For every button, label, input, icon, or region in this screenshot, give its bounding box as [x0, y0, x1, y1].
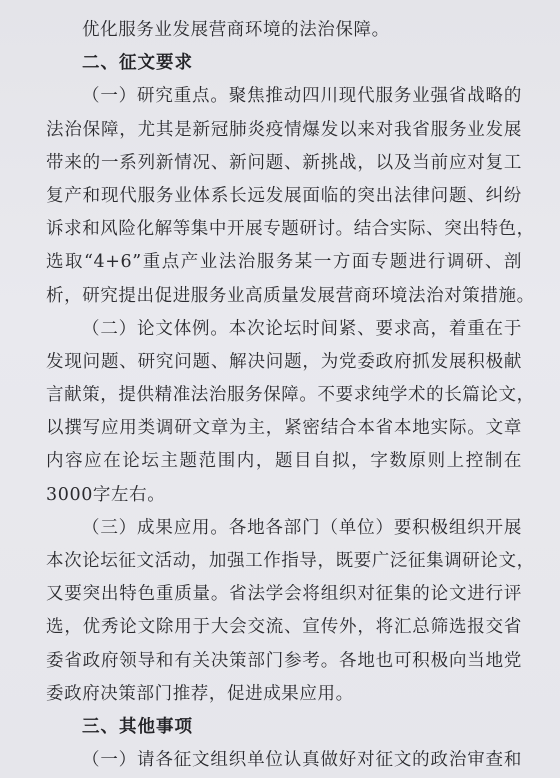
- text-line: 委省政府领导和有关决策部门参考。各地也可积极向当地党: [46, 650, 522, 671]
- text-line: 以撰写应用类调研文章为主，紧密结合本省本地实际。文章: [46, 418, 522, 439]
- text-line: 本次论坛征文活动，加强工作指导，既要广泛征集调研论文，: [46, 551, 535, 571]
- text-line: （一）请各征文组织单位认真做好对征文的政治审查和: [82, 750, 522, 771]
- text-line: 优化服务业发展营商环境的法治保障。: [82, 20, 390, 40]
- text-line: 复产和现代服务业体系长远发展面临的突出法律问题、纠纷: [46, 185, 522, 206]
- text-line: 又要突出特色重质量。省法学会将组织对征集的论文进行评: [46, 584, 522, 605]
- text-line: 内容应在论坛主题范围内，题目自拟，字数原则上控制在: [46, 451, 522, 472]
- text-line: 带来的一系列新情况、新问题、新挑战，以及当前应对复工: [46, 152, 522, 173]
- text-line: 诉求和风险化解等集中开展专题研讨。结合实际、突出特色，: [46, 219, 535, 240]
- text-line: 言献策，提供精准法治服务保障。不要求纯学术的长篇论文，: [46, 385, 535, 406]
- text-line: 选，优秀论文除用于大会交流、宣传外，将汇总筛选报交省: [46, 617, 522, 638]
- text-line: （三）成果应用。各地各部门（单位）要积极组织开展: [82, 517, 522, 538]
- text-line: 法治保障，尤其是新冠肺炎疫情爆发以来对我省服务业发展: [46, 119, 522, 140]
- text-line: （一）研究重点。聚焦推动四川现代服务业强省战略的: [82, 86, 522, 107]
- text-line: 3000字左右。: [46, 484, 166, 505]
- text-line: 析，研究提出促进服务业高质量发展营商环境法治对策措施。: [46, 285, 535, 306]
- text-line: 发现问题、研究问题、解决问题，为党委政府抓发展积极献: [46, 351, 522, 372]
- text-line: 选取“4+6”重点产业法治服务某一方面专题进行调研、剖: [46, 252, 522, 273]
- text-line: 委政府决策部门推荐，促进成果应用。: [46, 683, 354, 704]
- section-heading: 二、征文要求: [82, 53, 193, 74]
- text-line: （二）论文体例。本次论坛时间紧、要求高，着重在于: [82, 318, 522, 339]
- section-heading: 三、其他事项: [82, 716, 193, 737]
